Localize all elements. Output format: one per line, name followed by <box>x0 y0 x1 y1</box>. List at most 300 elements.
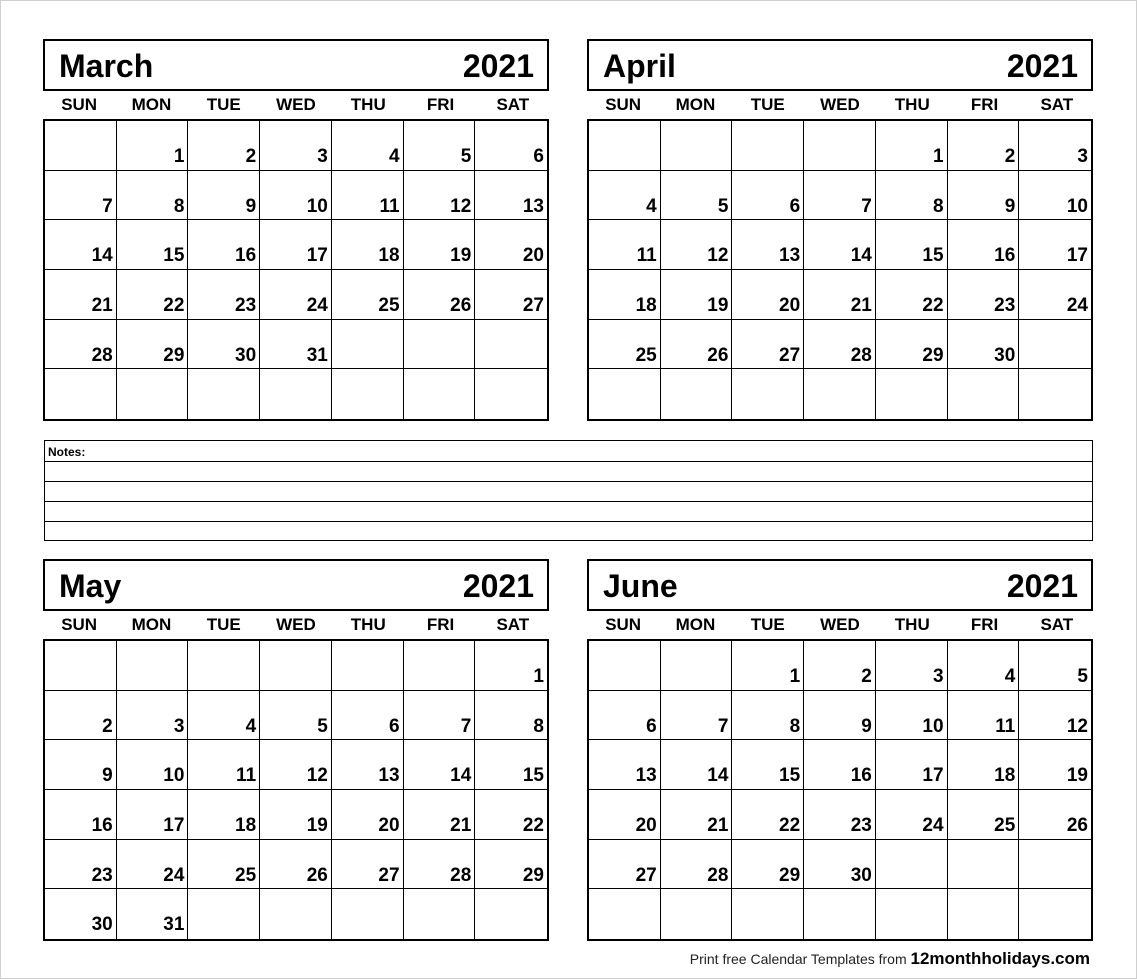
notes-line <box>45 461 1092 462</box>
day-number: 2 <box>861 666 872 687</box>
day-cell[interactable] <box>876 171 948 221</box>
day-number: 9 <box>245 195 257 217</box>
day-cell[interactable] <box>732 691 804 741</box>
day-number: 27 <box>378 864 400 886</box>
day-number: 3 <box>173 715 185 737</box>
day-cell[interactable] <box>332 840 404 890</box>
day-number: 24 <box>163 864 185 886</box>
day-number: 15 <box>163 245 185 267</box>
day-number: 7 <box>717 715 729 737</box>
day-number: 5 <box>460 146 472 167</box>
weekday-tue: TUE <box>750 95 785 114</box>
day-cell[interactable] <box>117 220 189 270</box>
day-cell[interactable] <box>589 691 661 741</box>
day-cell[interactable] <box>876 790 948 840</box>
weekday-mon: MON <box>675 615 716 634</box>
weekday-thu: THU <box>894 615 930 634</box>
day-cell[interactable] <box>332 171 404 221</box>
day-number: 22 <box>779 815 801 836</box>
day-cell[interactable] <box>804 840 876 890</box>
day-number: 9 <box>102 765 113 787</box>
day-cell[interactable] <box>732 220 804 270</box>
day-cell[interactable] <box>732 369 804 419</box>
day-number: 20 <box>378 815 400 836</box>
day-cell[interactable] <box>876 220 948 270</box>
day-cell[interactable] <box>404 220 476 270</box>
day-cell[interactable] <box>804 641 876 691</box>
month-header <box>587 39 1093 91</box>
day-cell[interactable] <box>876 641 948 691</box>
day-cell[interactable] <box>188 369 260 419</box>
day-number: 25 <box>378 295 400 316</box>
day-cell[interactable] <box>188 121 260 171</box>
weekday-wed: WED <box>820 95 860 114</box>
day-cell[interactable] <box>948 171 1020 221</box>
day-number: 28 <box>850 344 872 366</box>
day-cell[interactable] <box>876 889 948 939</box>
day-number: 12 <box>450 195 472 217</box>
day-number: 27 <box>779 344 801 366</box>
day-number: 10 <box>163 765 185 787</box>
day-cell[interactable] <box>661 691 733 741</box>
day-cell[interactable] <box>475 270 547 320</box>
day-cell[interactable] <box>948 691 1020 741</box>
day-cell[interactable] <box>804 740 876 790</box>
day-number: 20 <box>779 295 801 316</box>
day-cell[interactable] <box>188 889 260 939</box>
weekday-wed: WED <box>820 615 860 634</box>
day-number: 12 <box>306 765 328 787</box>
day-cell[interactable] <box>475 889 547 939</box>
day-number: 21 <box>707 815 729 836</box>
day-number: 17 <box>163 815 185 836</box>
day-cell[interactable] <box>948 121 1020 171</box>
weekday-wed: WED <box>276 95 316 114</box>
footer-prefix: Print free Calendar Templates from <box>689 951 907 967</box>
day-cell[interactable] <box>188 320 260 370</box>
weekday-fri: FRI <box>970 615 999 634</box>
day-cell[interactable] <box>948 220 1020 270</box>
day-number: 15 <box>522 765 544 787</box>
weekday-fri: FRI <box>970 95 999 114</box>
day-cell[interactable] <box>804 121 876 171</box>
day-cell[interactable] <box>188 790 260 840</box>
day-number: 5 <box>317 715 328 737</box>
day-cell[interactable] <box>45 171 117 221</box>
day-cell[interactable] <box>732 320 804 370</box>
day-cell[interactable] <box>804 369 876 419</box>
month-year: 2021 <box>462 48 534 84</box>
day-cell[interactable] <box>1019 641 1091 691</box>
day-number: 28 <box>707 864 729 886</box>
notes-line <box>45 521 1092 522</box>
day-number: 28 <box>450 864 472 886</box>
day-cell[interactable] <box>117 840 189 890</box>
day-cell[interactable] <box>260 220 332 270</box>
day-cell[interactable] <box>260 270 332 320</box>
day-cell[interactable] <box>1019 691 1091 741</box>
day-number: 10 <box>306 195 328 217</box>
day-number: 6 <box>789 195 801 217</box>
weekday-sat: SAT <box>1040 95 1074 114</box>
day-number: 26 <box>1066 815 1088 836</box>
day-cell[interactable] <box>732 840 804 890</box>
day-cell[interactable] <box>661 270 733 320</box>
day-number: 11 <box>636 245 657 267</box>
day-number: 3 <box>317 146 328 167</box>
day-number: 2 <box>102 715 113 737</box>
day-cell[interactable] <box>404 171 476 221</box>
day-cell[interactable] <box>661 840 733 890</box>
day-cell[interactable] <box>260 369 332 419</box>
day-cell[interactable] <box>948 641 1020 691</box>
day-cell[interactable] <box>589 320 661 370</box>
day-cell[interactable] <box>661 369 733 419</box>
day-cell[interactable] <box>404 121 476 171</box>
day-cell[interactable] <box>260 790 332 840</box>
day-number: 12 <box>1066 715 1088 737</box>
day-number: 14 <box>707 765 729 787</box>
day-cell[interactable] <box>589 840 661 890</box>
day-cell[interactable] <box>260 889 332 939</box>
day-number: 22 <box>163 295 185 316</box>
day-cell[interactable] <box>804 790 876 840</box>
day-cell[interactable] <box>948 840 1020 890</box>
day-cell[interactable] <box>589 270 661 320</box>
day-number: 30 <box>235 344 257 366</box>
day-cell[interactable] <box>45 320 117 370</box>
day-cell[interactable] <box>732 740 804 790</box>
day-cell[interactable] <box>589 369 661 419</box>
weekday-wed: WED <box>276 615 316 634</box>
weekday-sun: SUN <box>605 95 642 114</box>
day-number: 10 <box>1066 195 1088 217</box>
day-number: 28 <box>91 344 113 366</box>
day-cell[interactable] <box>475 840 547 890</box>
day-cell[interactable] <box>589 790 661 840</box>
day-cell[interactable] <box>732 171 804 221</box>
day-number: 31 <box>163 914 185 936</box>
day-number: 29 <box>522 864 544 886</box>
day-cell[interactable] <box>876 840 948 890</box>
day-cell[interactable] <box>260 641 332 691</box>
day-cell[interactable] <box>948 270 1020 320</box>
day-cell[interactable] <box>804 270 876 320</box>
day-cell[interactable] <box>404 641 476 691</box>
day-cell[interactable] <box>188 641 260 691</box>
day-number: 26 <box>707 344 729 366</box>
day-cell[interactable] <box>117 691 189 741</box>
day-number: 4 <box>245 715 257 737</box>
day-number: 17 <box>1066 245 1088 267</box>
day-number: 29 <box>922 344 944 366</box>
day-cell[interactable] <box>475 320 547 370</box>
day-cell[interactable] <box>732 270 804 320</box>
weekday-sat: SAT <box>496 95 530 114</box>
day-cell[interactable] <box>475 641 547 691</box>
day-cell[interactable] <box>188 740 260 790</box>
day-cell[interactable] <box>948 369 1020 419</box>
day-cell[interactable] <box>45 889 117 939</box>
day-cell[interactable] <box>45 840 117 890</box>
day-cell[interactable] <box>876 270 948 320</box>
day-number: 15 <box>922 245 944 267</box>
weekday-row <box>43 611 549 639</box>
day-cell[interactable] <box>260 171 332 221</box>
day-cell[interactable] <box>804 320 876 370</box>
day-cell[interactable] <box>332 121 404 171</box>
weekday-sat: SAT <box>496 615 530 634</box>
day-number: 22 <box>522 815 544 836</box>
day-number: 27 <box>522 295 544 316</box>
day-cell[interactable] <box>804 220 876 270</box>
day-cell[interactable] <box>876 740 948 790</box>
day-cell[interactable] <box>661 790 733 840</box>
day-cell[interactable] <box>661 121 733 171</box>
day-cell[interactable] <box>404 740 476 790</box>
day-cell[interactable] <box>589 641 661 691</box>
day-number: 3 <box>1077 146 1088 167</box>
day-cell[interactable] <box>661 171 733 221</box>
day-cell[interactable] <box>45 369 117 419</box>
month-name: March <box>59 48 154 84</box>
day-cell[interactable] <box>332 220 404 270</box>
day-cell[interactable] <box>475 369 547 419</box>
day-cell[interactable] <box>1019 740 1091 790</box>
day-cell[interactable] <box>332 889 404 939</box>
day-cell[interactable] <box>732 121 804 171</box>
day-number: 21 <box>450 815 472 836</box>
day-cell[interactable] <box>117 320 189 370</box>
day-number: 1 <box>932 146 944 167</box>
day-number: 24 <box>306 295 328 316</box>
day-cell[interactable] <box>117 740 189 790</box>
day-number: 10 <box>922 715 944 737</box>
day-cell[interactable] <box>188 220 260 270</box>
day-number: 14 <box>91 245 113 267</box>
day-cell[interactable] <box>45 740 117 790</box>
day-cell[interactable] <box>260 320 332 370</box>
day-cell[interactable] <box>475 171 547 221</box>
day-number: 24 <box>1066 295 1088 316</box>
day-cell[interactable] <box>948 790 1020 840</box>
day-cell[interactable] <box>404 889 476 939</box>
day-cell[interactable] <box>804 691 876 741</box>
day-cell[interactable] <box>475 691 547 741</box>
day-number: 23 <box>994 295 1016 316</box>
footer-site-link[interactable]: 12monthholidays.com <box>910 949 1090 968</box>
day-cell[interactable] <box>661 320 733 370</box>
notes-box[interactable] <box>44 440 1093 541</box>
day-cell[interactable] <box>876 121 948 171</box>
day-cell[interactable] <box>260 840 332 890</box>
notes-label: Notes: <box>48 445 86 459</box>
day-cell[interactable] <box>1019 171 1091 221</box>
day-number: 11 <box>995 715 1016 737</box>
weekday-fri: FRI <box>426 95 455 114</box>
day-number: 9 <box>861 715 872 737</box>
day-cell[interactable] <box>404 790 476 840</box>
day-cell[interactable] <box>117 121 189 171</box>
day-cell[interactable] <box>117 270 189 320</box>
day-number: 13 <box>378 765 400 787</box>
day-cell[interactable] <box>661 889 733 939</box>
day-cell[interactable] <box>948 740 1020 790</box>
weekday-sat: SAT <box>1040 615 1074 634</box>
day-cell[interactable] <box>732 889 804 939</box>
weekday-sun: SUN <box>605 615 642 634</box>
day-cell[interactable] <box>45 790 117 840</box>
day-number: 16 <box>994 245 1016 267</box>
day-number: 7 <box>102 195 113 217</box>
day-number: 22 <box>922 295 944 316</box>
day-number: 17 <box>922 765 944 787</box>
day-cell[interactable] <box>260 740 332 790</box>
day-number: 4 <box>388 146 400 167</box>
day-number: 27 <box>635 864 657 886</box>
day-cell[interactable] <box>475 740 547 790</box>
day-number: 9 <box>1004 195 1016 217</box>
day-cell[interactable] <box>589 121 661 171</box>
day-number: 23 <box>235 295 257 316</box>
day-cell[interactable] <box>117 641 189 691</box>
day-number: 8 <box>789 715 801 737</box>
day-cell[interactable] <box>1019 369 1091 419</box>
day-cell[interactable] <box>404 270 476 320</box>
day-cell[interactable] <box>948 889 1020 939</box>
day-cell[interactable] <box>117 790 189 840</box>
day-cell[interactable] <box>948 320 1020 370</box>
day-number: 18 <box>235 815 257 836</box>
day-cell[interactable] <box>804 889 876 939</box>
day-cell[interactable] <box>260 121 332 171</box>
day-number: 16 <box>91 815 113 836</box>
month-header <box>43 559 549 611</box>
day-cell[interactable] <box>404 691 476 741</box>
day-number: 4 <box>646 195 657 217</box>
day-cell[interactable] <box>45 121 117 171</box>
day-cell[interactable] <box>732 641 804 691</box>
day-cell[interactable] <box>732 790 804 840</box>
weekday-mon: MON <box>131 615 172 634</box>
day-cell[interactable] <box>332 320 404 370</box>
day-cell[interactable] <box>188 171 260 221</box>
month-name: April <box>603 48 676 84</box>
day-cell[interactable] <box>475 790 547 840</box>
day-cell[interactable] <box>1019 220 1091 270</box>
day-number: 7 <box>861 195 872 217</box>
notes-line <box>45 501 1092 502</box>
day-cell[interactable] <box>1019 121 1091 171</box>
day-cell[interactable] <box>589 220 661 270</box>
day-cell[interactable] <box>1019 320 1091 370</box>
day-cell[interactable] <box>876 369 948 419</box>
day-cell[interactable] <box>876 691 948 741</box>
day-cell[interactable] <box>45 641 117 691</box>
day-cell[interactable] <box>332 691 404 741</box>
day-cell[interactable] <box>1019 790 1091 840</box>
weekday-thu: THU <box>350 615 386 634</box>
notes-line <box>45 481 1092 482</box>
day-number: 1 <box>533 666 544 687</box>
day-number: 13 <box>779 245 801 267</box>
day-cell[interactable] <box>475 220 547 270</box>
day-number: 21 <box>850 295 872 316</box>
day-cell[interactable] <box>404 840 476 890</box>
day-cell[interactable] <box>1019 889 1091 939</box>
day-number: 6 <box>646 715 657 737</box>
day-cell[interactable] <box>589 889 661 939</box>
day-cell[interactable] <box>188 270 260 320</box>
day-cell[interactable] <box>475 121 547 171</box>
day-cell[interactable] <box>45 270 117 320</box>
day-number: 21 <box>91 295 113 316</box>
weekday-fri: FRI <box>426 615 455 634</box>
day-cell[interactable] <box>661 641 733 691</box>
day-number: 7 <box>460 715 472 737</box>
day-cell[interactable] <box>332 740 404 790</box>
day-cell[interactable] <box>332 270 404 320</box>
weekday-sun: SUN <box>61 615 98 634</box>
month-header <box>587 559 1093 611</box>
day-number: 19 <box>450 245 472 267</box>
day-number: 14 <box>850 245 872 267</box>
day-cell[interactable] <box>188 840 260 890</box>
day-cell[interactable] <box>589 171 661 221</box>
day-cell[interactable] <box>804 171 876 221</box>
day-number: 19 <box>306 815 328 836</box>
day-number: 16 <box>850 765 872 787</box>
day-number: 25 <box>235 864 257 886</box>
day-cell[interactable] <box>589 740 661 790</box>
day-cell[interactable] <box>404 369 476 419</box>
day-grid <box>587 119 1093 421</box>
day-number: 3 <box>932 666 944 687</box>
day-cell[interactable] <box>260 691 332 741</box>
day-cell[interactable] <box>661 220 733 270</box>
day-cell[interactable] <box>1019 270 1091 320</box>
day-cell[interactable] <box>404 320 476 370</box>
day-cell[interactable] <box>332 790 404 840</box>
day-number: 2 <box>245 146 257 167</box>
day-number: 14 <box>450 765 472 787</box>
day-cell[interactable] <box>45 220 117 270</box>
day-cell[interactable] <box>117 171 189 221</box>
day-cell[interactable] <box>876 320 948 370</box>
day-number: 17 <box>306 245 328 267</box>
day-cell[interactable] <box>332 369 404 419</box>
day-number: 29 <box>779 864 801 886</box>
day-number: 8 <box>932 195 944 217</box>
day-number: 24 <box>922 815 944 836</box>
day-number: 8 <box>173 195 185 217</box>
day-cell[interactable] <box>332 641 404 691</box>
day-cell[interactable] <box>661 740 733 790</box>
day-cell[interactable] <box>117 889 189 939</box>
day-cell[interactable] <box>45 691 117 741</box>
month-header <box>43 39 549 91</box>
day-cell[interactable] <box>117 369 189 419</box>
month-name: May <box>59 568 122 604</box>
day-cell[interactable] <box>1019 840 1091 890</box>
day-number: 6 <box>533 146 544 167</box>
day-number: 11 <box>379 195 400 217</box>
weekday-tue: TUE <box>206 95 241 114</box>
day-number: 2 <box>1004 146 1016 167</box>
day-number: 18 <box>635 295 657 316</box>
footer-credit <box>690 949 1090 969</box>
day-cell[interactable] <box>188 691 260 741</box>
